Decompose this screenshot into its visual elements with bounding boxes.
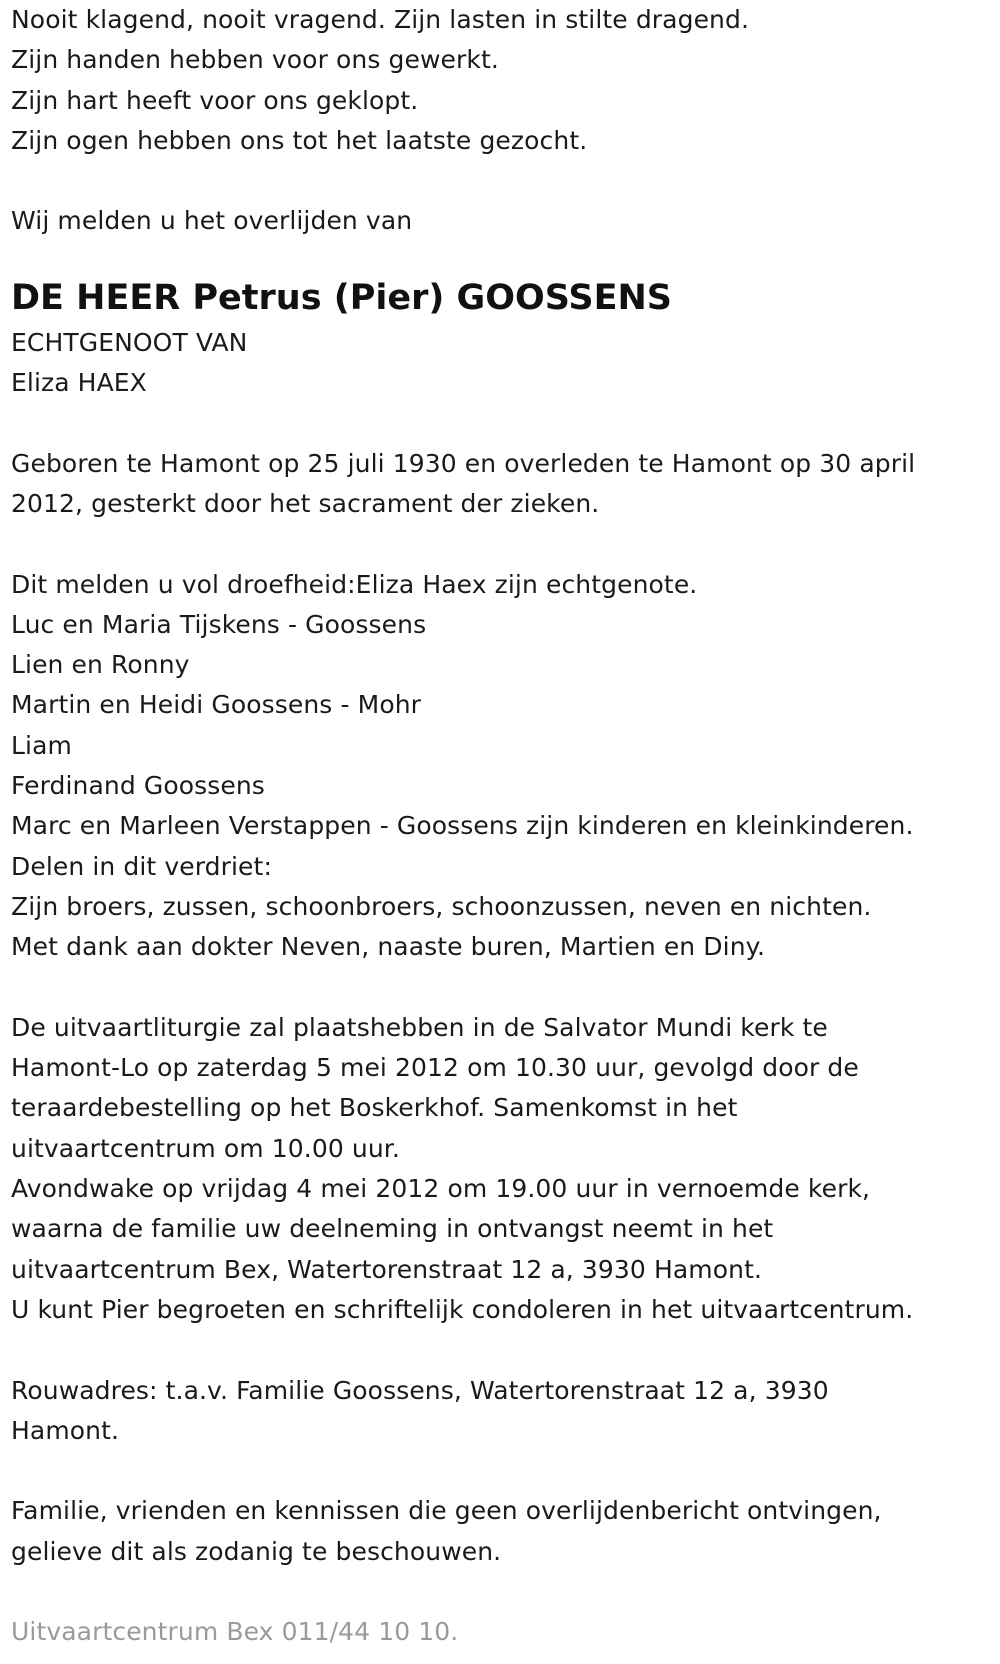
mourning-address	[11, 1371, 996, 1452]
deceased-name: DE HEER Petrus (Pier) GOOSSENS	[11, 277, 673, 318]
obituary-document	[11, 0, 996, 1653]
mourner-line: Lien en Ronny	[11, 650, 190, 680]
spacer	[11, 1330, 996, 1370]
funeral-line: U kunt Pier begroeten en schriftelijk condoleren in het uitvaartcentrum.	[11, 1294, 914, 1324]
address-line: Rouwadres: t.a.v. Familie Goossens, Watertorenstraat 12 a, 3930	[11, 1375, 829, 1405]
spouse-name: Eliza HAEX	[11, 368, 147, 398]
spacer	[11, 403, 996, 443]
mourner-line: Liam	[11, 730, 72, 760]
spacer	[11, 524, 996, 564]
birth-death-paragraph	[11, 444, 996, 525]
funeral-line: teraardebestelling op het Boskerkhof. Samenkomst in het	[11, 1093, 738, 1123]
spacer	[11, 968, 996, 1008]
mourner-line: Dit melden u vol droefheid:Eliza Haex zijn echtgenote.	[11, 569, 698, 599]
spacer	[11, 242, 996, 270]
notice-line: gelieve dit als zodanig te beschouwen.	[11, 1536, 502, 1566]
poem	[11, 0, 996, 161]
funeral-line: De uitvaartliturgie zal plaatshebben in de Salvator Mundi kerk te	[11, 1012, 828, 1042]
mourner-line: Met dank aan dokter Neven, naaste buren, Martien en Diny.	[11, 932, 766, 962]
mourner-line: Zijn broers, zussen, schoonbroers, schoonzussen, neven en nichten.	[11, 891, 872, 921]
spacer	[11, 1572, 996, 1612]
mourner-line: Marc en Marleen Verstappen - Goossens zijn kinderen en kleinkinderen.	[11, 811, 914, 841]
mourner-line: Luc en Maria Tijskens - Goossens	[11, 609, 427, 639]
funeral-line: Avondwake op vrijdag 4 mei 2012 om 19.00 uur in vernoemde kerk,	[11, 1174, 871, 1204]
paragraph-line: 2012, gesterkt door het sacrament der zieken.	[11, 488, 600, 518]
poem-line: Zijn ogen hebben ons tot het laatste gezocht.	[11, 125, 588, 155]
funeral-line: Hamont-Lo op zaterdag 5 mei 2012 om 10.30 uur, gevolgd door de	[11, 1053, 859, 1083]
spacer	[11, 1451, 996, 1491]
mourner-line: Martin en Heidi Goossens - Mohr	[11, 690, 422, 720]
poem-line: Zijn handen hebben voor ons gewerkt.	[11, 45, 499, 75]
funeral-home-footer: Uitvaartcentrum Bex 011/44 10 10.	[11, 1617, 459, 1647]
spouse-label: ECHTGENOOT VAN	[11, 327, 248, 357]
poem-line: Zijn hart heeft voor ons geklopt.	[11, 85, 419, 115]
notice-line: Familie, vrienden en kennissen die geen overlijdenbericht ontvingen,	[11, 1496, 882, 1526]
address-line: Hamont.	[11, 1415, 120, 1445]
funeral-line: waarna de familie uw deelneming in ontvangst neemt in het	[11, 1214, 774, 1244]
funeral-line: uitvaartcentrum Bex, Watertorenstraat 12 a, 3930 Hamont.	[11, 1254, 763, 1284]
mourners-list	[11, 565, 996, 968]
notice-paragraph	[11, 1491, 996, 1572]
poem-line: Nooit klagend, nooit vragend. Zijn lasten in stilte dragend.	[11, 5, 750, 34]
mourner-line: Ferdinand Goossens	[11, 771, 265, 801]
paragraph-line: Geboren te Hamont op 25 juli 1930 en overleden te Hamont op 30 april	[11, 448, 916, 478]
funeral-details	[11, 1008, 996, 1330]
mourner-line: Delen in dit verdriet:	[11, 851, 272, 881]
funeral-line: uitvaartcentrum om 10.00 uur.	[11, 1133, 400, 1163]
announcement-intro: Wij melden u het overlijden van	[11, 206, 413, 236]
spacer	[11, 161, 996, 201]
